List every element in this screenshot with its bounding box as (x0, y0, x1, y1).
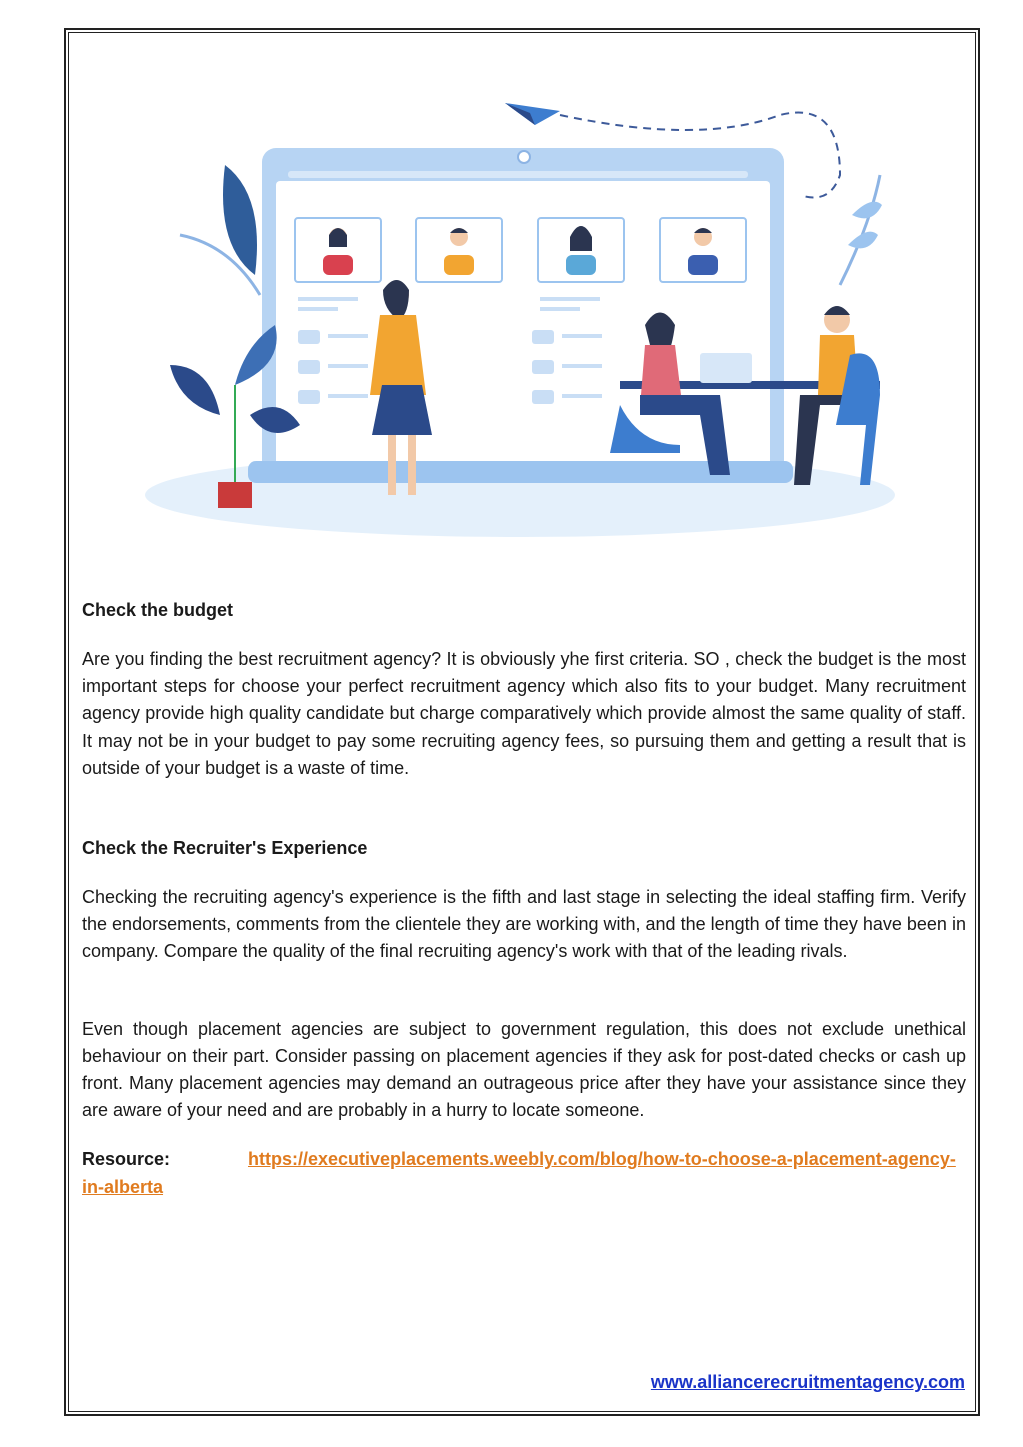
footer-website-link[interactable]: www.alliancerecruitmentagency.com (650, 1372, 965, 1392)
section-heading-experience: Check the Recruiter's Experience (82, 838, 368, 859)
resource-label: Resource: (82, 1149, 171, 1170)
closing-paragraph: Even though placement agencies are subject to government regulation, this does not exclude unethical behaviour on their part. Consider passing on placement agencies if they ask for post-dated checks or cash up front. Many placement agencies may demand an outrageous price after they have your assistance since they are aware of your need and are probably in a hurry to locate someone. (82, 1018, 966, 1121)
resource-line (82, 1146, 966, 1200)
recruitment-illustration (140, 85, 900, 545)
section-body-experience: Checking the recruiting agency's experience is the fifth and last stage in selecting the ideal staffing firm. Verify the endorsements, comments from the clientele they are working with, and the length of time they have been in company. Compare the quality of the final recruiting agency's work with that of the leading rivals. (82, 887, 966, 962)
section-heading-budget: Check the budget (82, 600, 234, 620)
resource-link[interactable]: https://executiveplacements.weebly.com/blog/how-to-choose-a-placement-agency-in-alberta (82, 1149, 956, 1197)
section-body-budget: Are you finding the best recruitment agency? It is obviously yhe first criteria. SO , check the budget is the most important steps for choose your perfect recruitment agency which also fits to your budget. Many recruitment agency provide high quality candidate but charge comparatively which provide almost the same quality of staff. It may not be in your budget to pay some recruiting agency fees, so pursuing them and getting a result that is outside of your budget is a waste of time. (82, 649, 966, 778)
article-content (82, 596, 966, 1201)
